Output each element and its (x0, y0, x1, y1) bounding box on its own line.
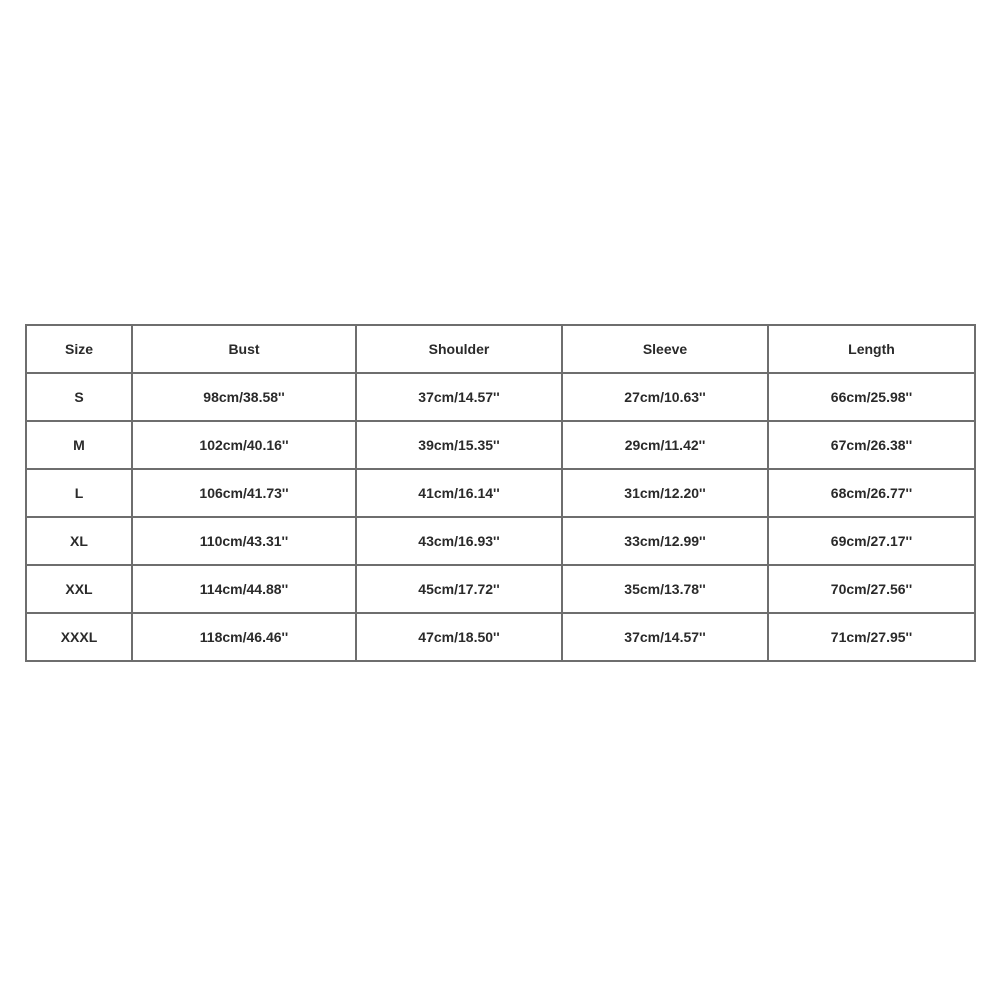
table-row (26, 373, 975, 421)
header-length: Length (768, 325, 975, 373)
shoulder-cell: 39cm/15.35'' (356, 421, 562, 469)
bust-cell: 114cm/44.88'' (132, 565, 356, 613)
header-size: Size (26, 325, 132, 373)
length-cell: 66cm/25.98'' (768, 373, 975, 421)
length-cell: 69cm/27.17'' (768, 517, 975, 565)
header-shoulder: Shoulder (356, 325, 562, 373)
table-row (26, 517, 975, 565)
bust-cell: 98cm/38.58'' (132, 373, 356, 421)
table-row (26, 469, 975, 517)
sleeve-cell: 31cm/12.20'' (562, 469, 768, 517)
header-bust: Bust (132, 325, 356, 373)
header-sleeve: Sleeve (562, 325, 768, 373)
size-cell: L (26, 469, 132, 517)
table-row (26, 613, 975, 661)
sleeve-cell: 27cm/10.63'' (562, 373, 768, 421)
shoulder-cell: 41cm/16.14'' (356, 469, 562, 517)
length-cell: 70cm/27.56'' (768, 565, 975, 613)
bust-cell: 106cm/41.73'' (132, 469, 356, 517)
sleeve-cell: 37cm/14.57'' (562, 613, 768, 661)
shoulder-cell: 47cm/18.50'' (356, 613, 562, 661)
sleeve-cell: 33cm/12.99'' (562, 517, 768, 565)
size-cell: XXL (26, 565, 132, 613)
size-cell: XXXL (26, 613, 132, 661)
size-cell: XL (26, 517, 132, 565)
bust-cell: 118cm/46.46'' (132, 613, 356, 661)
length-cell: 67cm/26.38'' (768, 421, 975, 469)
shoulder-cell: 45cm/17.72'' (356, 565, 562, 613)
table-row (26, 565, 975, 613)
sleeve-cell: 29cm/11.42'' (562, 421, 768, 469)
shoulder-cell: 37cm/14.57'' (356, 373, 562, 421)
size-cell: M (26, 421, 132, 469)
bust-cell: 110cm/43.31'' (132, 517, 356, 565)
size-chart-table (25, 324, 976, 662)
sleeve-cell: 35cm/13.78'' (562, 565, 768, 613)
table-row (26, 421, 975, 469)
shoulder-cell: 43cm/16.93'' (356, 517, 562, 565)
length-cell: 68cm/26.77'' (768, 469, 975, 517)
bust-cell: 102cm/40.16'' (132, 421, 356, 469)
header-row (26, 325, 975, 373)
length-cell: 71cm/27.95'' (768, 613, 975, 661)
size-cell: S (26, 373, 132, 421)
